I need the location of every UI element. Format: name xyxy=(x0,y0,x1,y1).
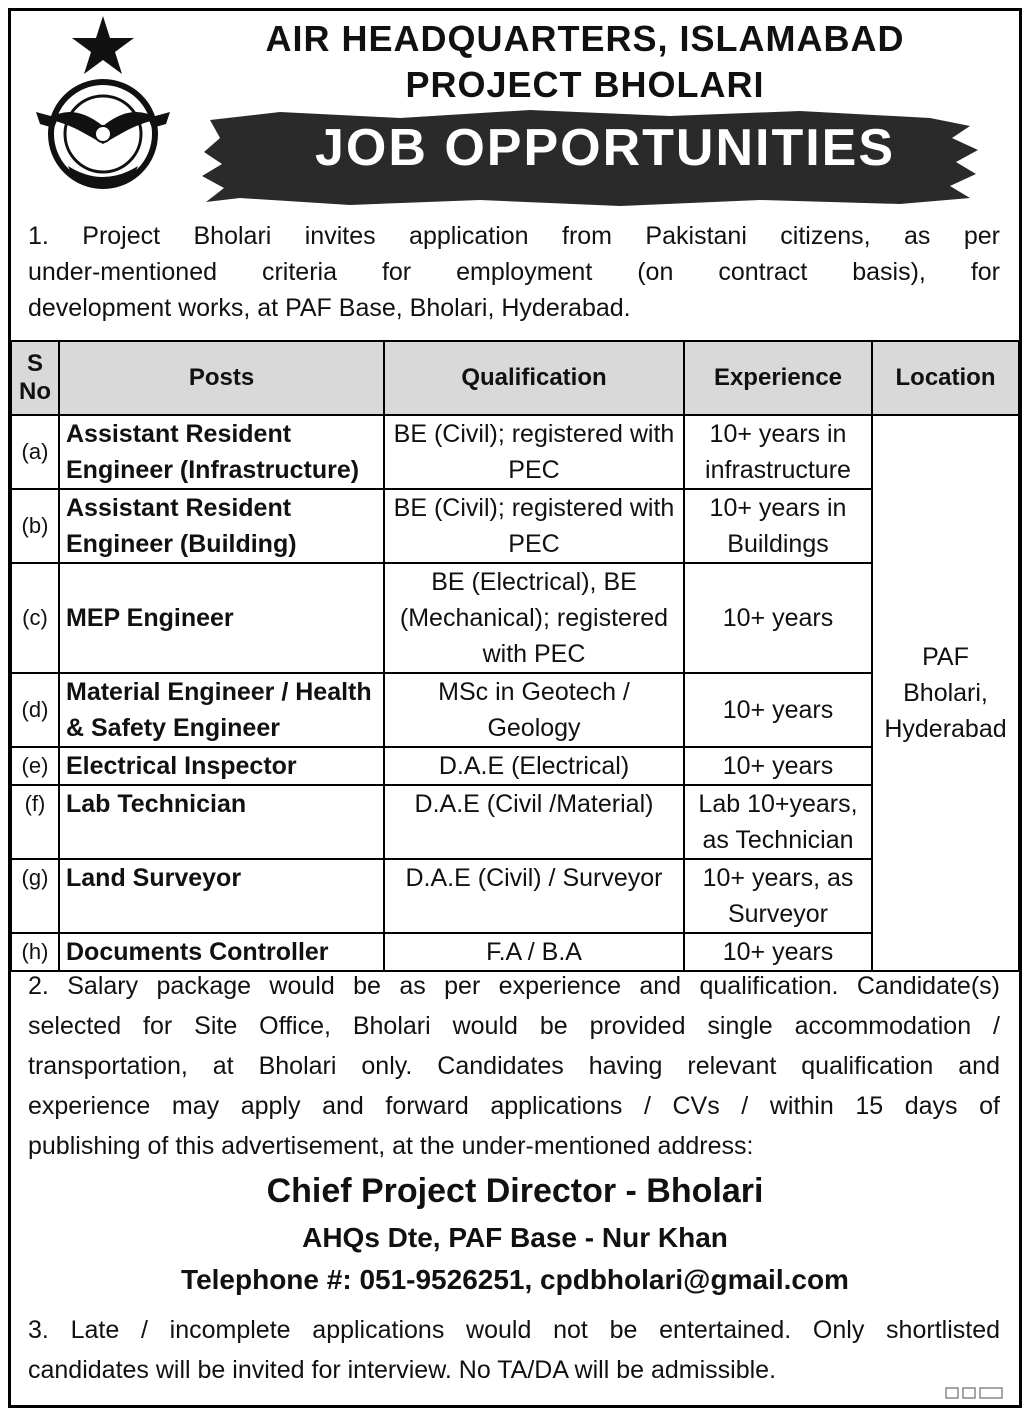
table-header-row xyxy=(11,341,1019,415)
row-post: Documents Controller xyxy=(59,933,384,971)
header-qualification: Qualification xyxy=(384,341,684,415)
jobs-table xyxy=(10,340,1020,972)
row-qualification: D.A.E (Civil /Material) xyxy=(384,785,684,859)
row-sno: (a) xyxy=(11,415,59,489)
banner-title: JOB OPPORTUNITIES xyxy=(314,119,896,177)
header-sno: S No xyxy=(11,341,59,415)
address-title: Chief Project Director - Bholari xyxy=(266,1172,764,1210)
location-cell: PAF Bholari, Hyderabad xyxy=(872,415,1019,971)
table-row xyxy=(11,563,1019,673)
project-title: PROJECT BHOLARI xyxy=(405,64,765,105)
row-qualification: BE (Electrical), BE (Mechanical); registered with PEC xyxy=(384,563,684,673)
row-qualification: BE (Civil); registered with PEC xyxy=(384,489,684,563)
salary-paragraph xyxy=(28,966,1000,1166)
row-experience: 10+ years xyxy=(684,933,872,971)
row-sno: (e) xyxy=(11,747,59,785)
table-row xyxy=(11,785,1019,859)
row-post: Assistant Resident Engineer (Infrastructure) xyxy=(59,415,384,489)
row-post: MEP Engineer xyxy=(59,563,384,673)
row-sno: (f) xyxy=(11,785,59,859)
table-row xyxy=(11,859,1019,933)
salary-line-5: publishing of this advertisement, at the under-mentioned address: xyxy=(28,1132,754,1160)
salary-line-1: 2. Salary package would be as per experience and qualification. Candidate(s) xyxy=(28,972,1000,1000)
publisher-stamp-icon xyxy=(945,1386,1005,1400)
table-row xyxy=(11,415,1019,489)
intro-line-1: 1. Project Bholari invites application from Pakistani citizens, as per xyxy=(28,222,1000,250)
closing-paragraph xyxy=(28,1310,1000,1390)
row-experience: 10+ years xyxy=(684,673,872,747)
row-qualification: BE (Civil); registered with PEC xyxy=(384,415,684,489)
row-experience: 10+ years xyxy=(684,747,872,785)
intro-line-2: under-mentioned criteria for employment (on contract basis), for xyxy=(28,258,1000,286)
row-post: Lab Technician xyxy=(59,785,384,859)
closing-line-2: candidates will be invited for interview. No TA/DA will be admissible. xyxy=(28,1356,777,1384)
salary-line-4: experience may apply and forward applications / CVs / within 15 days of xyxy=(28,1092,1000,1120)
closing-line-1: 3. Late / incomplete applications would not be entertained. Only shortlisted xyxy=(28,1316,1000,1344)
row-qualification: D.A.E (Civil) / Surveyor xyxy=(384,859,684,933)
row-sno: (d) xyxy=(11,673,59,747)
row-experience: Lab 10+years, as Technician xyxy=(684,785,872,859)
row-post: Material Engineer / Health & Safety Engineer xyxy=(59,673,384,747)
row-sno: (c) xyxy=(11,563,59,673)
row-sno: (h) xyxy=(11,933,59,971)
header-experience: Experience xyxy=(684,341,872,415)
salary-line-2: selected for Site Office, Bholari would be provided single accommodation / xyxy=(28,1012,1000,1040)
salary-line-3: transportation, at Bholari only. Candidates having relevant qualification and xyxy=(28,1052,1000,1080)
header-location: Location xyxy=(872,341,1019,415)
intro-line-3: development works, at PAF Base, Bholari, Hyderabad. xyxy=(28,294,631,322)
row-post: Electrical Inspector xyxy=(59,747,384,785)
table-row xyxy=(11,673,1019,747)
row-experience: 10+ years, as Surveyor xyxy=(684,859,872,933)
row-sno: (b) xyxy=(11,489,59,563)
row-qualification: D.A.E (Electrical) xyxy=(384,747,684,785)
header-posts: Posts xyxy=(59,341,384,415)
row-qualification: F.A / B.A xyxy=(384,933,684,971)
address-line: AHQs Dte, PAF Base - Nur Khan xyxy=(302,1222,728,1253)
row-experience: 10+ years in Buildings xyxy=(684,489,872,563)
row-qualification: MSc in Geotech / Geology xyxy=(384,673,684,747)
address-contact: Telephone #: 051-9526251, cpdbholari@gmail.com xyxy=(181,1264,849,1295)
table-row xyxy=(11,747,1019,785)
row-experience: 10+ years in infrastructure xyxy=(684,415,872,489)
table-row xyxy=(11,489,1019,563)
row-experience: 10+ years xyxy=(684,563,872,673)
row-post: Assistant Resident Engineer (Building) xyxy=(59,489,384,563)
intro-paragraph xyxy=(28,218,1000,326)
paf-crest-icon xyxy=(28,14,178,194)
row-sno: (g) xyxy=(11,859,59,933)
row-post: Land Surveyor xyxy=(59,859,384,933)
org-title: AIR HEADQUARTERS, ISLAMABAD xyxy=(265,18,905,59)
